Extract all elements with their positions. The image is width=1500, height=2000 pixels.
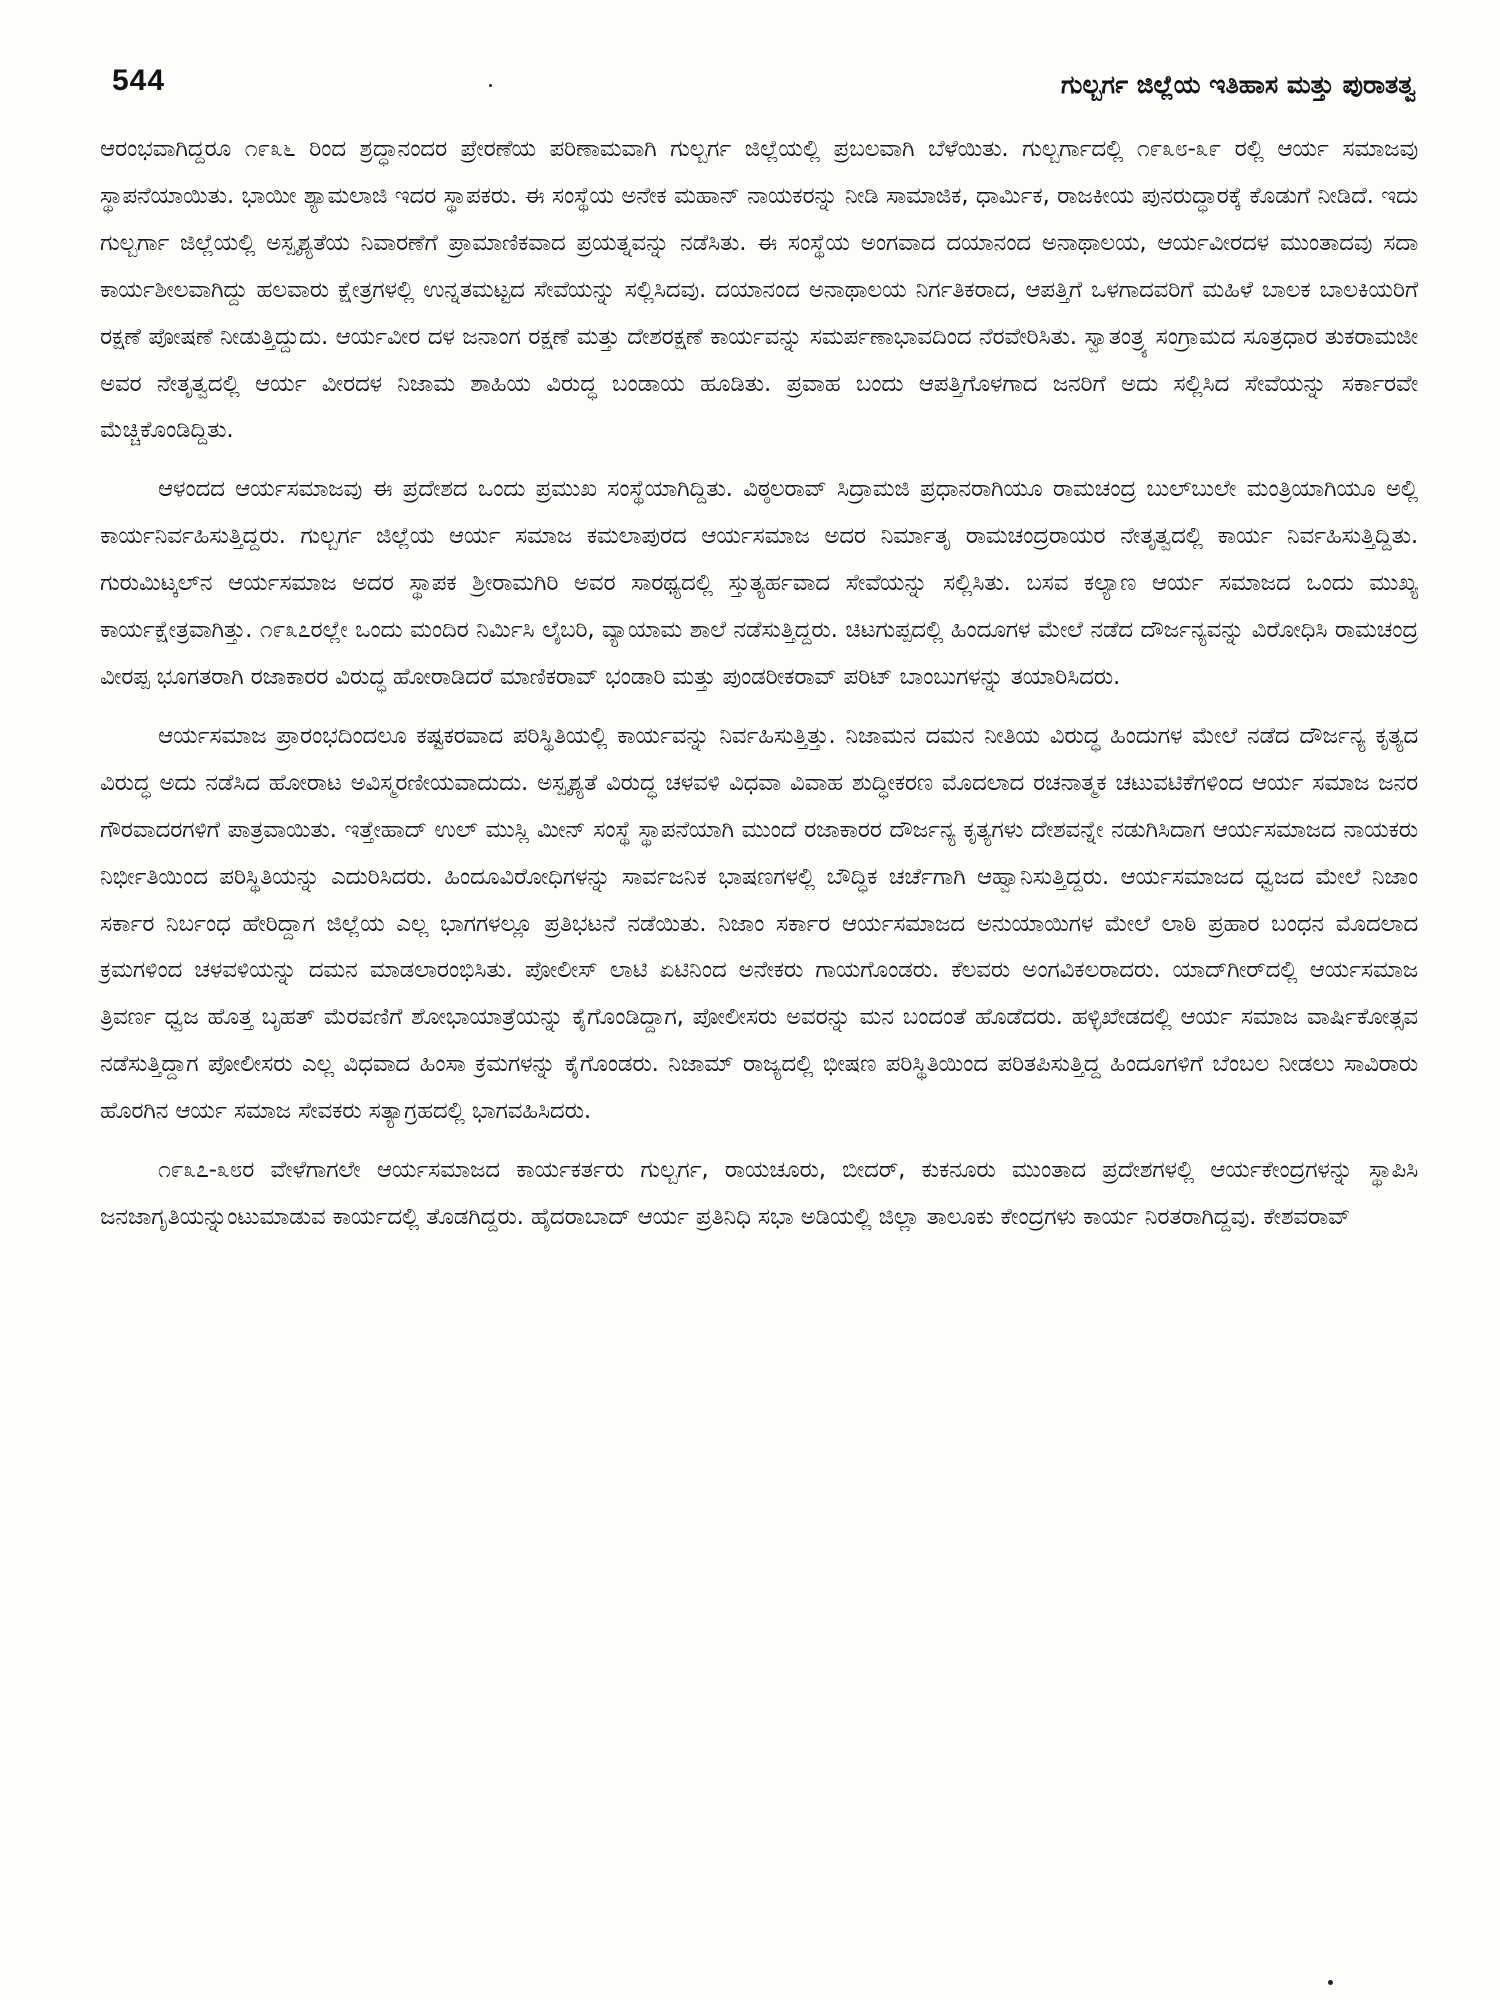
print-speck xyxy=(489,84,492,87)
paragraph-1: ಆರಂಭವಾಗಿದ್ದರೂ ೧೯೩೬ ರಿಂದ ಶ್ರದ್ಧಾನಂದರ ಪ್ರೇರಣೆಯ ಪರಿಣಾಮವಾಗಿ ಗುಲ್ಬರ್ಗ ಜಿಲ್ಲೆಯಲ್ಲಿ ಪ್ರಬಲವಾಗಿ ಬೆಳೆಯಿತು. ಗುಲ್ಬರ್ಗಾದಲ್ಲಿ ೧೯೩೮-೩೯ ರಲ್ಲಿ ಆರ್ಯ ಸಮಾಜವು ಸ್ಥಾಪನೆಯಾಯಿತು. ಭಾಯೀ ಶ್ಯಾಮಲಾಜಿ ಇದರ ಸ್ಥಾಪಕರು. ಈ ಸಂಸ್ಥೆಯ ಅನೇಕ ಮಹಾನ್ ನಾಯಕರನ್ನು ನೀಡಿ ಸಾಮಾಜಿಕ, ಧಾರ್ಮಿಕ, ರಾಜಕೀಯ ಪುನರುದ್ಧಾರಕ್ಕೆ ಕೊಡುಗೆ ನೀಡಿದೆ. ಇದು ಗುಲ್ಬರ್ಗಾ ಜಿಲ್ಲೆಯಲ್ಲಿ ಅಸ್ಪೃಶ್ಯತೆಯ ನಿವಾರಣೆಗೆ ಪ್ರಾಮಾಣಿಕವಾದ ಪ್ರಯತ್ನವನ್ನು ನಡೆಸಿತು. ಈ ಸಂಸ್ಥೆಯ ಅಂಗವಾದ ದಯಾನಂದ ಅನಾಥಾಲಯ, ಆರ್ಯವೀರದಳ ಮುಂತಾದವು ಸದಾ ಕಾರ್ಯಶೀಲವಾಗಿದ್ದು ಹಲವಾರು ಕ್ಷೇತ್ರಗಳಲ್ಲಿ ಉನ್ನತಮಟ್ಟದ ಸೇವೆಯನ್ನು ಸಲ್ಲಿಸಿದವು. ದಯಾನಂದ ಅನಾಥಾಲಯ ನಿರ್ಗತಿಕರಾದ, ಆಪತ್ತಿಗೆ ಒಳಗಾದವರಿಗೆ ಮಹಿಳೆ ಬಾಲಕ ಬಾಲಕಿಯರಿಗೆ ರಕ್ಷಣೆ ಪೋಷಣೆ ನೀಡುತ್ತಿದ್ದುದು. ಆರ್ಯವೀರ ದಳ ಜನಾಂಗ ರಕ್ಷಣೆ ಮತ್ತು ದೇಶರಕ್ಷಣೆ ಕಾರ್ಯವನ್ನು ಸಮರ್ಪಣಾಭಾವದಿಂದ ನೆರವೇರಿಸಿತು. ಸ್ವಾತಂತ್ರ್ಯ ಸಂಗ್ರಾಮದ ಸೂತ್ರಧಾರ ತುಕರಾಮಜೀ ಅವರ ನೇತೃತ್ವದಲ್ಲಿ ಆರ್ಯ ವೀರದಳ ನಿಜಾಮ ಶಾಹಿಯ ವಿರುದ್ಧ ಬಂಡಾಯ ಹೂಡಿತು. ಪ್ರವಾಹ ಬಂದು ಆಪತ್ತಿಗೊಳಗಾದ ಜನರಿಗೆ ಅದು ಸಲ್ಲಿಸಿದ ಸೇವೆಯನ್ನು ಸರ್ಕಾರವೇ ಮೆಚ್ಚಿಕೊಂಡಿದ್ದಿತು. xyxy=(100,136,1418,444)
paragraph-2: ಆಳಂದದ ಆರ್ಯಸಮಾಜವು ಈ ಪ್ರದೇಶದ ಒಂದು ಪ್ರಮುಖ ಸಂಸ್ಥೆಯಾಗಿದ್ದಿತು. ವಿಠ್ಠಲರಾವ್ ಸಿದ್ರಾಮಜಿ ಪ್ರಧಾನರಾಗಿಯೂ ರಾಮಚಂದ್ರ ಬುಲ್‌ಬುಲೇ ಮಂತ್ರಿಯಾಗಿಯೂ ಅಲ್ಲಿ ಕಾರ್ಯನಿರ್ವಹಿಸುತ್ತಿದ್ದರು. ಗುಲ್ಬರ್ಗ ಜಿಲ್ಲೆಯ ಆರ್ಯ ಸಮಾಜ ಕಮಲಾಪುರದ ಆರ್ಯಸಮಾಜ ಅದರ ನಿರ್ಮಾತೃ ರಾಮಚಂದ್ರರಾಯರ ನೇತೃತ್ವದಲ್ಲಿ ಕಾರ್ಯ ನಿರ್ವಹಿಸುತ್ತಿದ್ದಿತು. ಗುರುಮಿಟ್ಕಲ್‌ನ ಆರ್ಯಸಮಾಜ ಅದರ ಸ್ಥಾಪಕ ಶ್ರೀರಾಮಗಿರಿ ಅವರ ಸಾರಥ್ಯದಲ್ಲಿ ಸ್ತುತ್ಯರ್ಹವಾದ ಸೇವೆಯನ್ನು ಸಲ್ಲಿಸಿತು. ಬಸವ ಕಲ್ಯಾಣ ಆರ್ಯ ಸಮಾಜದ ಒಂದು ಮುಖ್ಯ ಕಾರ್ಯಕ್ಷೇತ್ರವಾಗಿತ್ತು. ೧೯೩೭ರಲ್ಲೇ ಒಂದು ಮಂದಿರ ನಿರ್ಮಿಸಿ ಲೈಬರಿ, ವ್ಯಾಯಾಮ ಶಾಲೆ ನಡೆಸುತ್ತಿದ್ದರು. ಚಿಟಗುಪ್ಪದಲ್ಲಿ ಹಿಂದೂಗಳ ಮೇಲೆ ನಡೆದ ದೌರ್ಜನ್ಯವನ್ನು ವಿರೋಧಿಸಿ ರಾಮಚಂದ್ರ ವೀರಪ್ಪ ಭೂಗತರಾಗಿ ರಜಾಕಾರರ ವಿರುದ್ಧ ಹೋರಾಡಿದರೆ ಮಾಣಿಕರಾವ್ ಭಂಡಾರಿ ಮತ್ತು ಪುಂಡರೀಕರಾವ್ ಪರಿಟ್ ಬಾಂಬುಗಳನ್ನು ತಯಾರಿಸಿದರು. xyxy=(100,476,1418,690)
print-speck xyxy=(1328,1980,1333,1985)
body-text xyxy=(100,126,1418,1253)
paragraph-4: ೧೯೩೭-೩೮ರ ವೇಳೆಗಾಗಲೇ ಆರ್ಯಸಮಾಜದ ಕಾರ್ಯಕರ್ತರು ಗುಲ್ಬರ್ಗ, ರಾಯಚೂರು, ಬೀದರ್, ಕುಕನೂರು ಮುಂತಾದ ಪ್ರದೇಶಗಳಲ್ಲಿ ಆರ್ಯಕೇಂದ್ರಗಳನ್ನು ಸ್ಥಾಪಿಸಿ ಜನಜಾಗೃತಿಯನ್ನುಂಟುಮಾಡುವ ಕಾರ್ಯದಲ್ಲಿ ತೊಡಗಿದ್ದರು. ಹೈದರಾಬಾದ್ ಆರ್ಯ ಪ್ರತಿನಿಧಿ ಸಭಾ ಅಡಿಯಲ್ಲಿ ಜಿಲ್ಲಾ ತಾಲೂಕು ಕೇಂದ್ರಗಳು ಕಾರ್ಯ ನಿರತರಾಗಿದ್ದವು. ಕೇಶವರಾವ್ xyxy=(100,1157,1418,1230)
paragraph-3: ಆರ್ಯಸಮಾಜ ಪ್ರಾರಂಭದಿಂದಲೂ ಕಷ್ಟಕರವಾದ ಪರಿಸ್ಥಿತಿಯಲ್ಲಿ ಕಾರ್ಯವನ್ನು ನಿರ್ವಹಿಸುತ್ತಿತ್ತು. ನಿಜಾಮನ ದಮನ ನೀತಿಯ ವಿರುದ್ಧ ಹಿಂದುಗಳ ಮೇಲೆ ನಡೆದ ದೌರ್ಜನ್ಯ ಕೃತ್ಯದ ವಿರುದ್ಧ ಅದು ನಡೆಸಿದ ಹೋರಾಟ ಅವಿಸ್ಮರಣೀಯವಾದುದು. ಅಸ್ಪೃಶ್ಯತೆ ವಿರುದ್ಧ ಚಳವಳಿ ವಿಧವಾ ವಿವಾಹ ಶುದ್ಧೀಕರಣ ಮೊದಲಾದ ರಚನಾತ್ಮಕ ಚಟುವಟಿಕೆಗಳಿಂದ ಆರ್ಯ ಸಮಾಜ ಜನರ ಗೌರವಾದರಗಳಿಗೆ ಪಾತ್ರವಾಯಿತು. ಇತ್ತೇಹಾದ್ ಉಲ್ ಮುಸ್ಲಿ ಮೀನ್ ಸಂಸ್ಥೆ ಸ್ಥಾಪನೆಯಾಗಿ ಮುಂದೆ ರಜಾಕಾರರ ದೌರ್ಜನ್ಯ ಕೃತ್ಯಗಳು ದೇಶವನ್ನೇ ನಡುಗಿಸಿದಾಗ ಆರ್ಯಸಮಾಜದ ನಾಯಕರು ನಿರ್ಭೀತಿಯಿಂದ ಪರಿಸ್ಥಿತಿಯನ್ನು ಎದುರಿಸಿದರು. ಹಿಂದೂವಿರೋಧಿಗಳನ್ನು ಸಾರ್ವಜನಿಕ ಭಾಷಣಗಳಲ್ಲಿ ಬೌದ್ಧಿಕ ಚರ್ಚೆಗಾಗಿ ಆಹ್ವಾನಿಸುತ್ತಿದ್ದರು. ಆರ್ಯಸಮಾಜದ ಧ್ವಜದ ಮೇಲೆ ನಿಜಾಂ ಸರ್ಕಾರ ನಿರ್ಬಂಧ ಹೇರಿದ್ದಾಗ ಜಿಲ್ಲೆಯ ಎಲ್ಲ ಭಾಗಗಳಲ್ಲೂ ಪ್ರತಿಭಟನೆ ನಡೆಯಿತು. ನಿಜಾಂ ಸರ್ಕಾರ ಆರ್ಯಸಮಾಜದ ಅನುಯಾಯಿಗಳ ಮೇಲೆ ಲಾಠಿ ಪ್ರಹಾರ ಬಂಧನ ಮೊದಲಾದ ಕ್ರಮಗಳಿಂದ ಚಳವಳಿಯನ್ನು ದಮನ ಮಾಡಲಾರಂಭಿಸಿತು. ಪೋಲೀಸ್ ಲಾಟಿ ಏಟಿನಿಂದ ಅನೇಕರು ಗಾಯಗೊಂಡರು. ಕೆಲವರು ಅಂಗವಿಕಲರಾದರು. ಯಾದ್‌ಗೀರ್‌ದಲ್ಲಿ ಆರ್ಯಸಮಾಜ ತ್ರಿವರ್ಣ ಧ್ವಜ ಹೊತ್ತ ಬೃಹತ್ ಮೆರವಣಿಗೆ ಶೋಭಾಯಾತ್ರೆಯನ್ನು ಕೈಗೊಂಡಿದ್ದಾಗ, ಪೋಲೀಸರು ಅವರನ್ನು ಮನ ಬಂದಂತೆ ಹೊಡೆದರು. ಹಳ್ಳಿಖೇಡದಲ್ಲಿ ಆರ್ಯ ಸಮಾಜ ವಾರ್ಷಿಕೋತ್ಸವ ನಡೆಸುತ್ತಿದ್ದಾಗ ಪೋಲೀಸರು ಎಲ್ಲ ವಿಧವಾದ ಹಿಂಸಾ ಕ್ರಮಗಳನ್ನು ಕೈಗೊಂಡರು. ನಿಜಾಮ್ ರಾಜ್ಯದಲ್ಲಿ ಭೀಷಣ ಪರಿಸ್ಥಿತಿಯಿಂದ ಪರಿತಪಿಸುತ್ತಿದ್ದ ಹಿಂದೂಗಳಿಗೆ ಬೆಂಬಲ ನೀಡಲು ಸಾವಿರಾರು ಹೊರಗಿನ ಆರ್ಯ ಸಮಾಜ ಸೇವಕರು ಸತ್ಯಾಗ್ರಹದಲ್ಲಿ ಭಾಗವಹಿಸಿದರು. xyxy=(100,722,1418,1125)
running-header-title: ಗುಲ್ಬರ್ಗ ಜಿಲ್ಲೆಯ ಇತಿಹಾಸ ಮತ್ತು ಪುರಾತತ್ವ xyxy=(1061,70,1416,99)
page-number: 544 xyxy=(112,64,166,97)
